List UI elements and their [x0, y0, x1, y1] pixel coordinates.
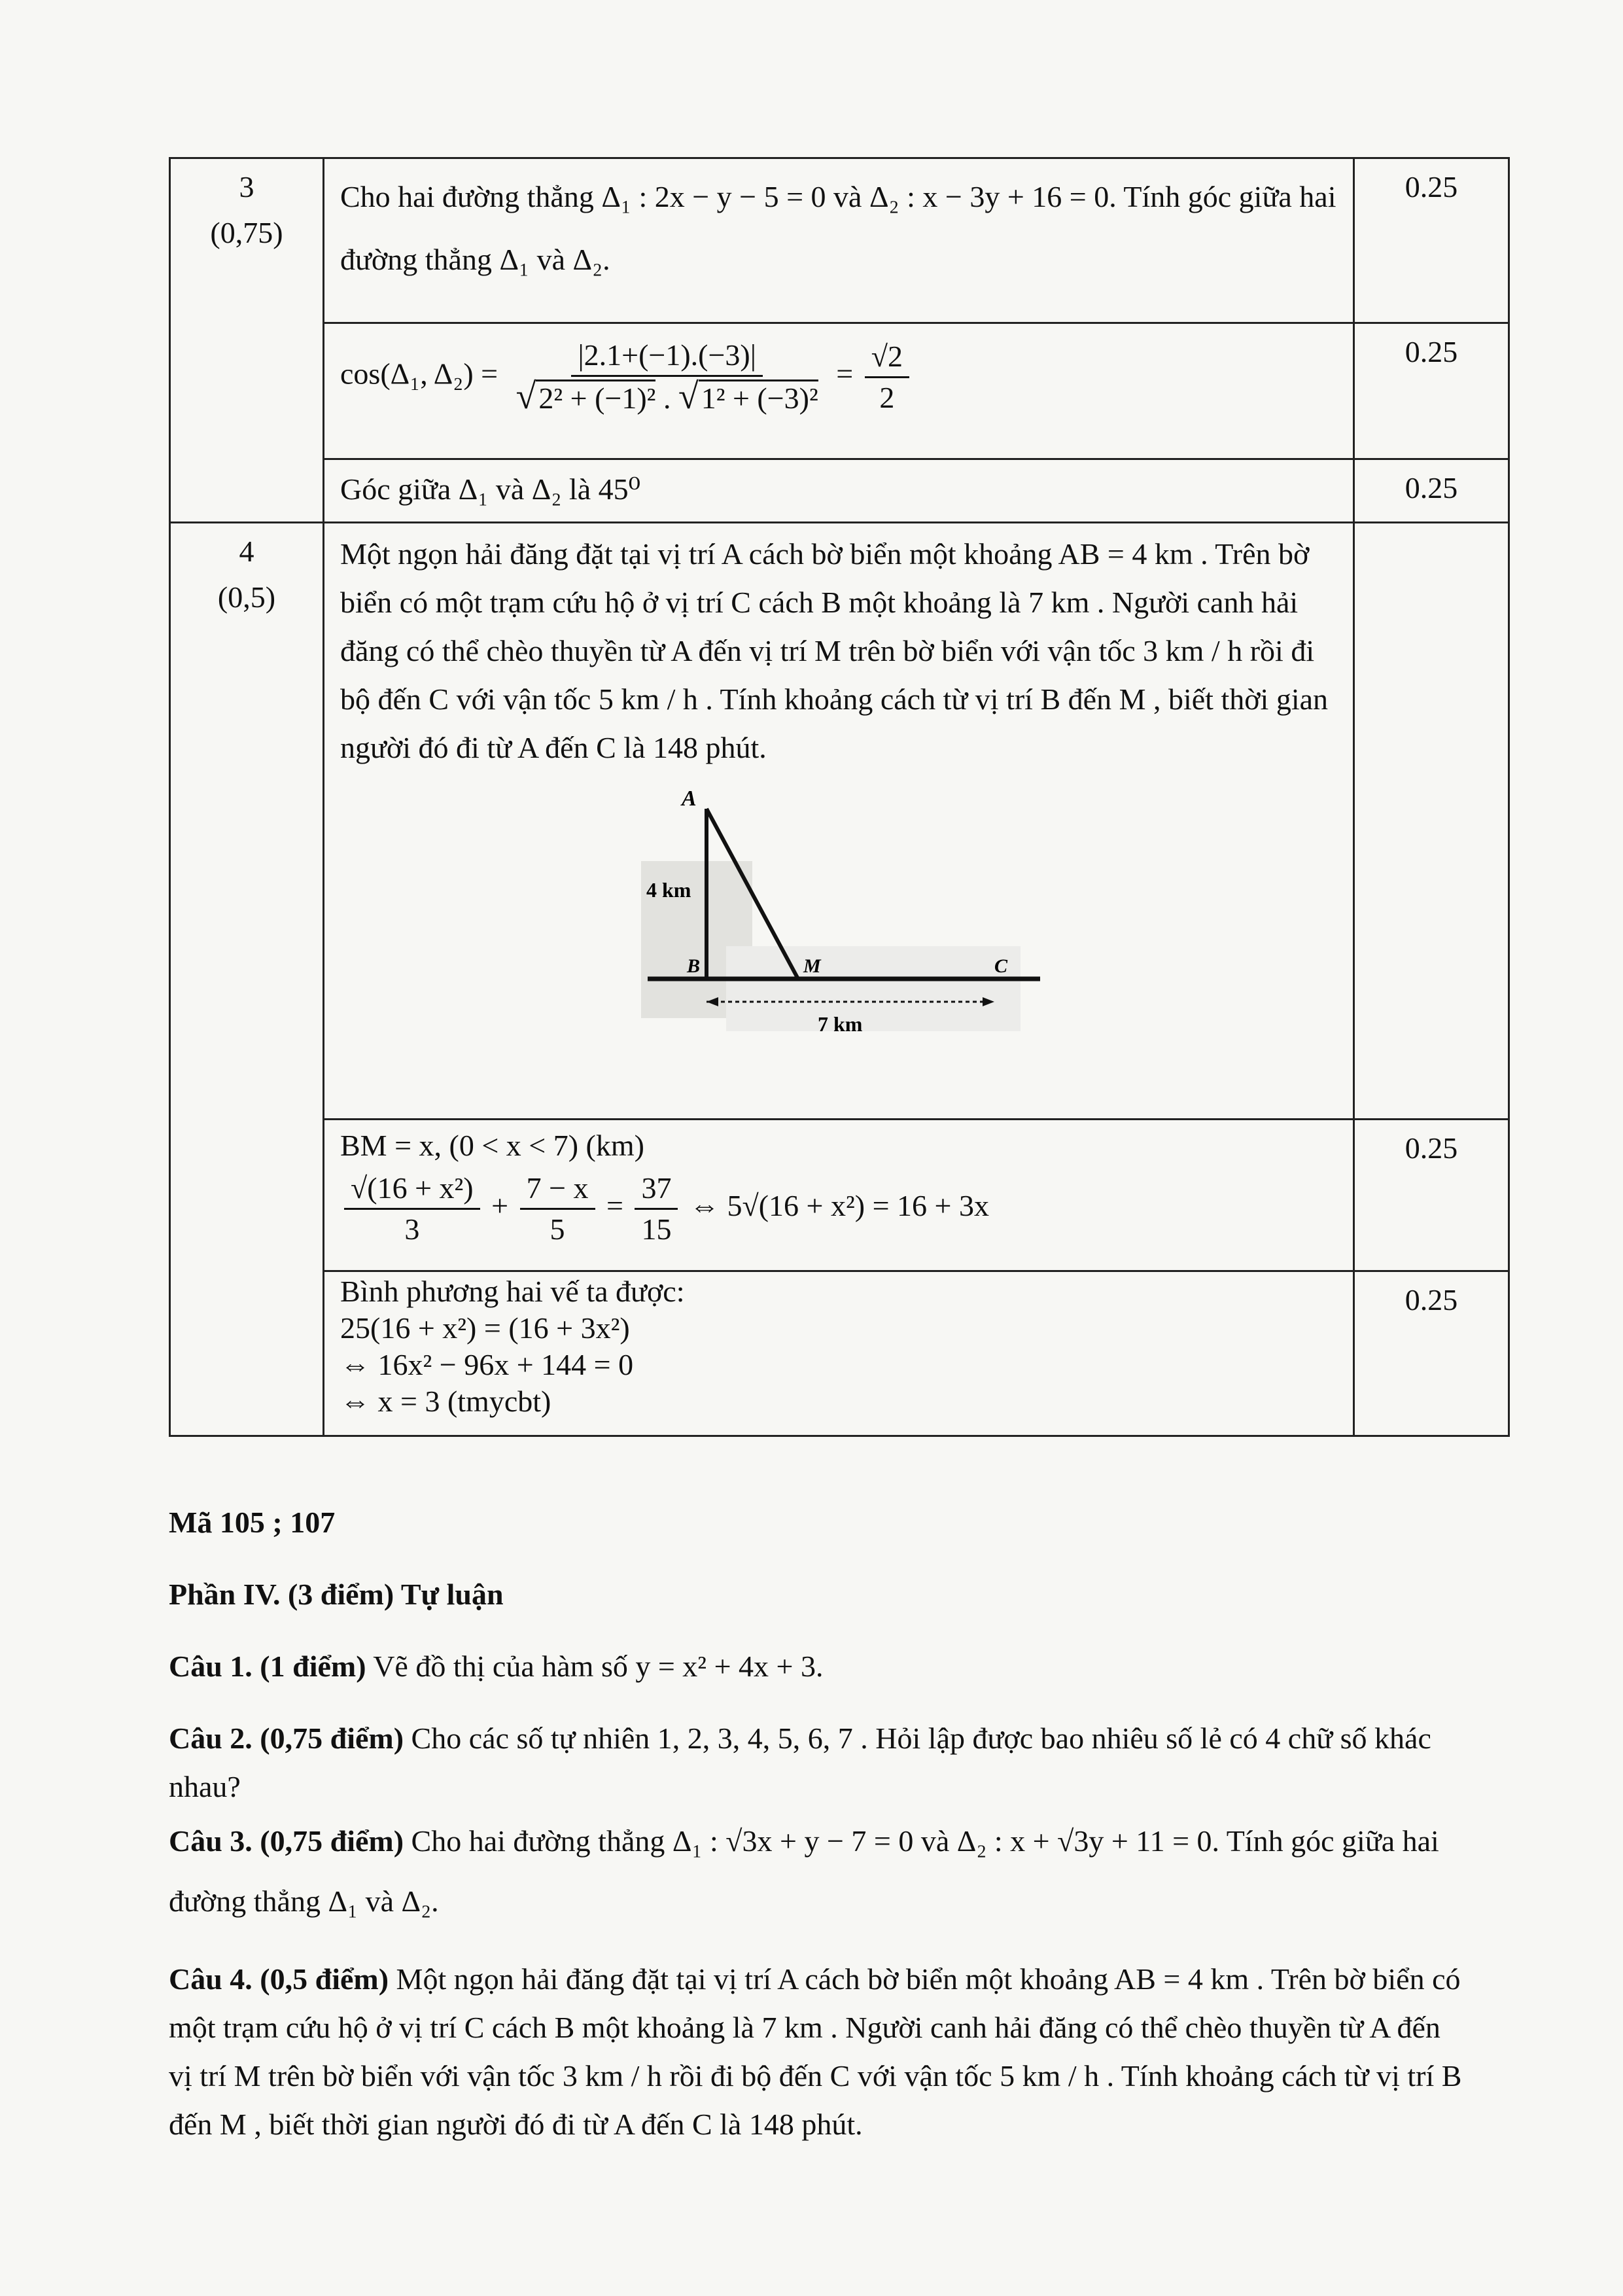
fraction-denominator: 5: [550, 1212, 565, 1246]
fraction-denominator: 15: [641, 1212, 672, 1246]
diagram-background: [726, 946, 1021, 1031]
score: 0.25: [1405, 1283, 1458, 1316]
question-number: 4: [239, 535, 254, 568]
plus-sign: +: [491, 1189, 509, 1223]
question-1: [169, 1642, 1471, 1691]
score-cell: [1354, 1120, 1509, 1271]
question-3-heading: Câu 3. (0,75 điểm): [169, 1824, 404, 1858]
solution-line: ⇔ 16x² − 96x + 144 = 0: [340, 1348, 634, 1381]
question-number: 3: [239, 170, 254, 203]
score-cell: [1354, 459, 1509, 523]
question-4-heading: Câu 4. (0,5 điểm): [169, 1962, 389, 1996]
question-2-text: Cho các số tự nhiên 1, 2, 3, 4, 5, 6, 7 . Hỏi lập được bao nhiêu số lẻ có 4 chữ số khác nhau?: [169, 1722, 1431, 1803]
lighthouse-diagram: [641, 783, 1047, 1057]
formula-den-b: 1² + (−3)²: [699, 380, 818, 415]
table-row: [170, 459, 1509, 523]
fraction-numerator: 7 − x: [520, 1169, 595, 1210]
question-1-heading: Câu 1. (1 điểm): [169, 1650, 366, 1683]
table-row: [170, 1120, 1509, 1271]
label-ab-distance: 4 km: [646, 878, 691, 902]
question-3-text: Cho hai đường thẳng Δ₁ : √3x + y − 7 = 0 và Δ₂ : x + √3y + 11 = 0. Tính góc giữa hai đường thẳng Δ₁ và Δ₂.: [169, 1824, 1439, 1918]
question-number-cell: [170, 158, 324, 523]
formula-result-den: 2: [879, 380, 895, 414]
formula-denominator: √2² + (−1)² . √1² + (−3)²: [515, 376, 818, 417]
formula-cell: cos(Δ₁, Δ₂) = $\frac{|2.1+(-1).(-3)|}{\text{√2² + (−1)² . √1² + (−3)²}}$ = $\frac{√2}{2}$: [324, 323, 1354, 459]
fraction: [635, 1169, 678, 1249]
formula-den-a: 2² + (−1)²: [536, 380, 655, 415]
question-text-cell: [324, 523, 1354, 1120]
result-cell: [324, 459, 1354, 523]
formula-result: [865, 337, 909, 417]
score: 0.25: [1405, 1131, 1458, 1165]
table-row: [170, 1271, 1509, 1436]
bm-definition: BM = x, (0 < x < 7) (km): [340, 1129, 644, 1162]
question-points: (0,5): [217, 580, 276, 614]
question-1-text: Vẽ đồ thị của hàm số y = x² + 4x + 3.: [366, 1650, 824, 1683]
part-heading: Phần IV. (3 điểm) Tự luận: [169, 1578, 504, 1611]
label-c: C: [994, 955, 1008, 977]
equals-sign: =: [606, 1189, 623, 1223]
answer-table: [169, 157, 1510, 1437]
question-number-cell: [170, 523, 324, 1436]
question-text: Một ngọn hải đăng đặt tại vị trí A cách bờ biển một khoảng AB = 4 km . Trên bờ biển có một trạm cứu hộ ở vị trí C cách B một khoảng là 7 km . Người canh hải đăng có thể chèo thuyền từ A đến vị trí M trên bờ biển với vận tốc 3 km / h rồi đi bộ đến C với vận tốc 5 km / h . Tính khoảng cách từ vị trí B đến M , biết thời gian người đó đi từ A đến C là 148 phút.: [340, 537, 1329, 764]
solution-line: ⇔ x = 3 (tmycbt): [340, 1385, 551, 1418]
solution-cell: [324, 1271, 1354, 1436]
label-a: A: [682, 786, 697, 811]
formula-lhs: cos(Δ₁, Δ₂) =: [340, 357, 498, 391]
question-3: [169, 1811, 1471, 1932]
equation-tail: ⇔ 5√(16 + x²) = 16 + 3x: [689, 1189, 989, 1223]
formula-fraction: [510, 336, 825, 418]
angle-result: Góc giữa Δ₁ và Δ₂ là 45⁰: [340, 472, 641, 506]
question-text-cell: [324, 158, 1354, 323]
exam-code: Mã 105 ; 107: [169, 1506, 336, 1539]
table-row: [170, 523, 1509, 1120]
solution-line: Bình phương hai vế ta được:: [340, 1275, 685, 1308]
score-cell: [1354, 1271, 1509, 1436]
formula-numerator: |2.1+(−1).(−3)|: [571, 336, 763, 377]
fraction: [520, 1169, 595, 1249]
score-cell: [1354, 523, 1509, 1120]
score: 0.25: [1405, 471, 1458, 504]
question-4-text: Một ngọn hải đăng đặt tại vị trí A cách bờ biển một khoảng AB = 4 km . Trên bờ biển có một trạm cứu hộ ở vị trí C cách B một khoảng là 7 km . Người canh hải đăng có thể chèo thuyền từ A đến vị trí M trên bờ biển với vận tốc 3 km / h rồi đi bộ đến C với vận tốc 5 km / h . Tính khoảng cách từ vị trí B đến M , biết thời gian người đó đi từ A đến C là 148 phút.: [169, 1962, 1462, 2141]
section-questions: [169, 1498, 1471, 2149]
fraction-denominator: 3: [404, 1212, 420, 1246]
question-points: (0,75): [210, 216, 283, 249]
fraction: [344, 1169, 480, 1249]
table-row: [170, 323, 1509, 459]
equation-line: [340, 1169, 1337, 1249]
score: 0.25: [1405, 170, 1458, 203]
solution-line: 25(16 + x²) = (16 + 3x²): [340, 1311, 630, 1345]
label-bc-distance: 7 km: [818, 1012, 863, 1036]
score-cell: [1354, 158, 1509, 323]
fraction-numerator: 37: [635, 1169, 678, 1210]
fraction-numerator: √(16 + x²): [344, 1169, 480, 1210]
label-b: B: [687, 955, 701, 977]
question-text: Cho hai đường thẳng Δ₁ : 2x − y − 5 = 0 và Δ₂ : x − 3y + 16 = 0. Tính góc giữa hai đường thẳng Δ₁ và Δ₂.: [340, 180, 1336, 276]
equation-cell: [324, 1120, 1354, 1271]
score-cell: [1354, 323, 1509, 459]
question-4: [169, 1955, 1471, 2149]
question-2: [169, 1714, 1471, 1811]
label-m: M: [803, 955, 821, 977]
formula-result-num: √2: [865, 337, 909, 378]
question-2-heading: Câu 2. (0,75 điểm): [169, 1722, 404, 1755]
score: 0.25: [1405, 335, 1458, 368]
table-row: [170, 158, 1509, 323]
